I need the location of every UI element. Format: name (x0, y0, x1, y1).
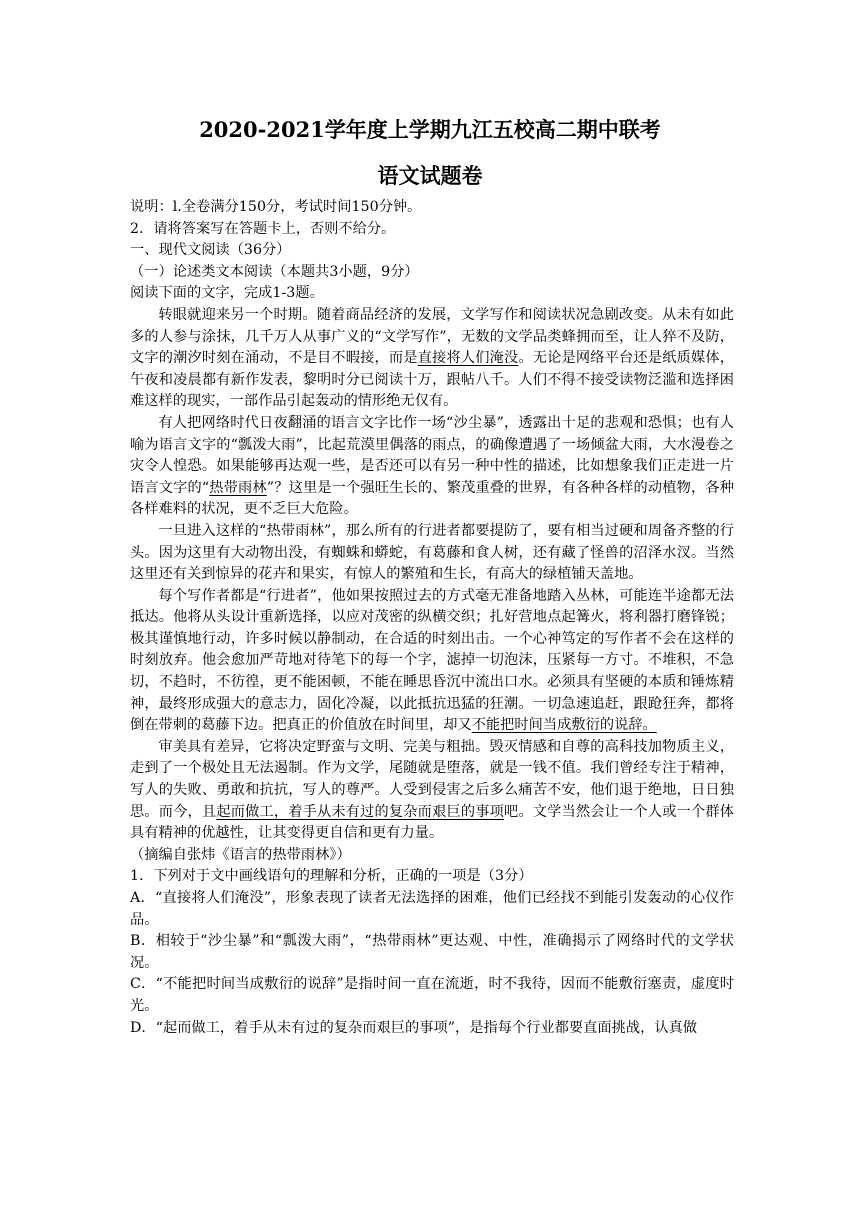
question-1-option-d: D．“起而做工，着手从未有过的复杂而艰巨的事项”，是指每个行业都要直面挑战，认真做 (130, 1019, 698, 1036)
instruction-line-1: 说明：l.全卷满分150分，考试时间150分钟。 (130, 199, 422, 215)
passage-paragraph-1 (130, 305, 734, 413)
passage-source: （摘编自张炜《语言的热带雨林》） (130, 846, 351, 863)
question-1-option-a: A．“直接将人们淹没”，形象表现了读者无法选择的困难，他们已经找不到能引发轰动的心仪作品。 (130, 890, 734, 928)
question-1-stem: 1．下列对于文中画线语句的理解和分析，正确的一项是（3分） (130, 868, 533, 885)
question-1-option-c: C．“不能把时间当成敷衍的说辞”是指时间一直在流逝，时不我待，因而不能敷衍塞责，虚度时光。 (130, 976, 734, 1014)
instruction-line-2: 2．请将答案写在答题卡上，否则不给分。 (130, 220, 396, 237)
passage-text: ”？这里是一个强旺生长的、繁茂重叠的世界，有各种各样的动植物，各种各样难料的状况，更不乏巨大危险。 (130, 479, 734, 518)
question-1-option-b: B．相较于“沙尘暴”和“瓢泼大雨”，“热带雨林”更达观、中性，准确揭示了网络时代的文学状况。 (130, 933, 734, 971)
passage-paragraph-5 (130, 737, 734, 845)
exam-title: 2020-2021学年度上学期九江五校高二期中联考 (199, 117, 661, 142)
underlined-phrase: 起而做工，着手从未有过的复杂而艰巨的事项 (216, 803, 504, 820)
reading-prompt: 阅读下面的文字，完成1-3题。 (130, 285, 324, 302)
passage-text: 转眼就迎来另一个时期。随着商品经济的发展，文学写作和阅读状况急剧改变。从未有如此多的人参与涂抹，几千万人从事广义的“文学写作”，无数的文学品类蜂拥而至，让人猝不及防，文字的潮汐时刻在涌动，不是目不暇接，而是 (130, 306, 734, 367)
subsection-heading: （一）论述类文本阅读（本题共3小题，9分） (130, 263, 419, 280)
underlined-phrase: 不能把时间当成敷衍的说辞。 (471, 717, 657, 734)
passage-text: 有人把网络时代日夜翻涌的语言文字比作一场“沙尘暴”，透露出十足的悲观和恐惧；也有人喻为语言文字的“瓢泼大雨”，比起荒漠里偶落的雨点，的确像遭遇了一场倾盆大雨，大水漫卷之灾令人惶恐。如果能够再达观一些，是否还可以有另一种中性的描述，比如想象我们正走进一片语言文字的“ (130, 414, 734, 496)
underlined-phrase: 热带雨林 (209, 479, 267, 496)
section-heading: 一、现代文阅读（36分） (130, 242, 291, 259)
passage-text: 吧。文学当然会让一个人或一个群体具有精神的优越性，让其变得更自信和更有力量。 (130, 803, 734, 842)
passage-text: 。无论是网络平台还是纸质媒体，午夜和凌晨都有新作发表，黎明时分已阅读十万，跟帖八千。人们不得不接受读物泛滥和选择困难这样的现实，一部作品引起轰动的情形绝无仅有。 (130, 350, 734, 410)
exam-subtitle: 语文试题卷 (377, 163, 483, 188)
underlined-phrase: 直接将人们淹没 (417, 350, 519, 367)
passage-text: 审美具有差异，它将决定野蛮与文明、完美与粗拙。毁灭情感和自尊的高科技加物质主义，走到了一个极处且无法遏制。作为文学，尾随就是堕落，就是一钱不值。我们曾经专注于精神，写人的失败、勇敢和抗抗，写人的尊严。人受到侵害之后多么痛苦不安，他们退于绝地，日日独思。而今，且 (130, 738, 734, 820)
passage-text: 每个写作者都是“行进者”，他如果按照过去的方式毫无准备地踏入丛林，可能连半途都无法抵达。他将从头设计重新选择，以应对茂密的纵横交织；扎好营地点起篝火，将利器打磨锋锐；极其谨慎地行动，许多时候以静制动，在合适的时刻出击。一个心神笃定的写作者不会在这样的时刻放弃。他会愈加严苛地对待笔下的每一个字，滤掉一切泡沫，压紧每一方寸。不堆积，不急切，不趋时，不彷徨，更不能困顿，不能在睡思昏沉中流出口水。必须具有坚硬的本质和锤炼精神，最终形成强大的意志力，固化冷凝，以此抵抗迅猛的狂潮。一切急速追赶，跟跄狂奔，都将倒在带刺的葛藤下边。把真正的价值放在时间里，却又 (130, 587, 734, 734)
exam-content (130, 197, 734, 1039)
passage-paragraph-2 (130, 413, 734, 521)
passage-paragraph-4 (130, 586, 734, 737)
passage-paragraph-3: 一旦进入这样的“热带雨林”，那么所有的行进者都要提防了，要有相当过硬和周备齐整的行头。因为这里有大动物出没，有蜘蛛和蟒蛇，有葛藤和食人树，还有藏了怪兽的沼泽水汊。当然这里还有关到惊异的花卉和果实，有惊人的繁殖和生长，有高大的绿植铺天盖地。 (130, 522, 734, 583)
